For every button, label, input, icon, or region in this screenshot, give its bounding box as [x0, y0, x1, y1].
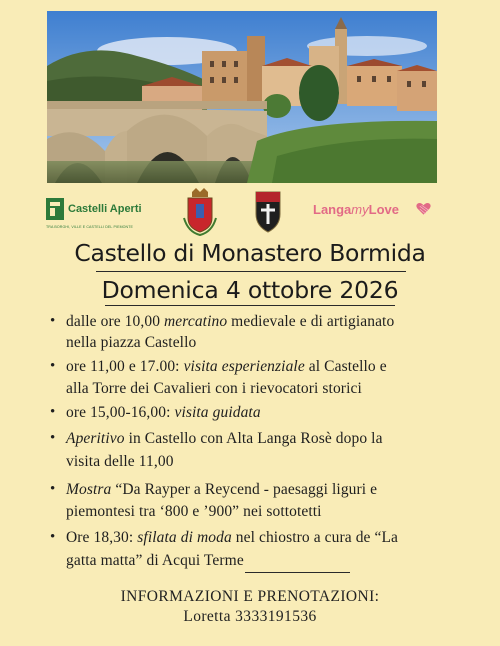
header-photo	[47, 11, 437, 183]
castelli-aperti-tagline: TRA BORGHI, VILLE E CASTELLI DEL PIEMONTE	[46, 225, 134, 229]
program-item-text	[66, 313, 394, 331]
program-item-text	[66, 404, 261, 422]
highlight-text: visita esperienziale	[183, 358, 305, 375]
date-underline	[105, 305, 395, 306]
bullet-marker: •	[50, 430, 56, 446]
program-item-text: visita delle 11,00	[66, 453, 174, 470]
info-heading: INFORMAZIONI E PRENOTAZIONI:	[120, 588, 380, 605]
time-text: ore 15,00-16,00:	[66, 404, 175, 421]
time-text: ore 11,00 e 17.00:	[66, 358, 184, 375]
event-date: Domenica 4 ottobre 2026	[101, 276, 399, 304]
program-item-text	[66, 358, 387, 376]
program-item-text: gatta matta” di Acqui Terme	[66, 552, 244, 569]
langa-suffix: Love	[368, 202, 399, 217]
event-title: Castello di Monastero Bormida	[74, 239, 426, 267]
langa-my-love-logo	[313, 202, 399, 217]
highlight-text: Mostra	[66, 481, 112, 498]
program-item-text	[66, 430, 383, 448]
langa-prefix: Langa	[313, 202, 352, 217]
program-underline	[245, 572, 350, 573]
municipal-crest-icon	[182, 188, 218, 236]
contact-phone: Loretta 3333191536	[183, 608, 317, 625]
detail-text: nel chiostro a cura de “La	[231, 529, 399, 546]
langa-my: my	[351, 202, 369, 217]
castelli-aperti-icon	[46, 198, 64, 220]
castelli-aperti-name: Castelli Aperti	[68, 203, 142, 215]
bullet-marker: •	[50, 529, 56, 545]
detail-text: in Castello con Alta Langa Rosè dopo la	[124, 430, 383, 447]
detail-text: medievale e di artigianato	[227, 313, 395, 330]
highlight-text: visita guidata	[174, 404, 261, 421]
program-item-text	[66, 529, 398, 547]
bullet-marker: •	[50, 313, 56, 329]
highlight-text: mercatino	[164, 313, 228, 330]
bullet-marker: •	[50, 404, 56, 420]
program-item-text	[66, 481, 377, 499]
bullet-marker: •	[50, 481, 56, 497]
program-item-text: piemontesi tra ‘800 e ’900” nei sottotetti	[66, 503, 322, 520]
castelli-aperti-logo	[46, 196, 166, 232]
highlight-text: Aperitivo	[66, 430, 125, 447]
village-photo-illustration	[47, 11, 437, 183]
heart-icon	[416, 202, 431, 216]
title-underline	[96, 271, 406, 272]
time-text: dalle ore 10,00	[66, 313, 165, 330]
highlight-text: sfilata di moda	[137, 529, 232, 546]
detail-text: al Castello e	[304, 358, 387, 375]
detail-text: “Da Rayper a Reycend - paesaggi liguri e	[111, 481, 378, 498]
partner-logos	[40, 188, 460, 238]
program-item-text: nella piazza Castello	[66, 334, 197, 351]
order-shield-icon	[253, 188, 283, 236]
bullet-marker: •	[50, 358, 56, 374]
program-item-text: alla Torre dei Cavalieri con i rievocatori storici	[66, 380, 362, 397]
time-text: Ore 18,30:	[66, 529, 138, 546]
